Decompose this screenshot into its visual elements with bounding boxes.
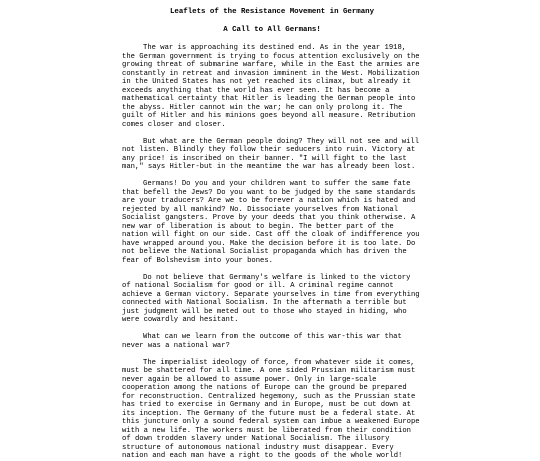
- paragraph-2: But what are the German people doing? They will not see and will not listen. Blindly they follow their seducers into ruin. Victory at any price! is inscribed on their banner. "I will fight to the last man," says Hitler-but in the meantime the war has already been lost.: [122, 137, 424, 171]
- paragraph-1: The war is approaching its destined end. As in the year 1918, the German government is trying to focus attention exclusively on the growing threat of submarine warfare, while in the East the armies are constantly in retreat and invasion imminent in the West. Mobilization in the United States has not yet reached its climax, but already it exceeds anything that the world has ever seen. It has become a mathematical certainty that Hitler is leading the German people into the abyss. Hitler cannot win the war; he can only prolong it. The guilt of Hitler and his minions goes beyond all measure. Retribution comes closer and closer.: [122, 44, 424, 129]
- paragraph-4: Do not believe that Germany's welfare is linked to the victory of national Socialism for good or ill. A criminal regime cannot achieve a German victory. Separate yourselves in time from everything connected with National Socialism. In the aftermath a terrible but just judgment will be meted out to those who stayed in hiding, who were cowardly and hesitant.: [122, 273, 424, 324]
- paragraph-3: Germans! Do you and your children want to suffer the same fate that befell the Jews? Do you want to be judged by the same standards are your traducers? Are we to be forever a nation which is hated and rejected by all mankind? No. Dissociate yourselves from National Socialist gangsters. Prove by your deeds that you think otherwise. A new war of liberation is about to begin. The better part of the nation will fight on our side. Cast off the cloak of indifference you have wrapped around you. Make the decision before it is too late. Do not believe the National Socialist propaganda which has driven the fear of Bolshevism into your bones.: [122, 180, 424, 265]
- page-subtitle: A Call to All Germans!: [223, 26, 321, 34]
- paragraph-6: The imperialist ideology of force, from whatever side it comes, must be shattered for all time. A one sided Prussian militarism must never again be allowed to assume power. Only in large-scale cooperation among the nations of Europe can the ground be prepared for reconstruction. Centralized hegemony, such as the Prussian state has tried to exercise in Germany and in Europe, must be cut down at its inception. The Germany of the future must be a federal state. At this juncture only a sound federal system can imbue a weakened Europe with a new life. The workers must be liberated from their condition of down trodden slavery under National Socialism. The illusory structure of autonomous national industry must disappear. Every nation and each man have a right to the goods of the whole world!: [122, 358, 424, 460]
- paragraph-5: What can we learn from the outcome of this war-this war that never was a national war?: [122, 333, 407, 350]
- page-title: Leaflets of the Resistance Movement in Germany: [169, 8, 374, 16]
